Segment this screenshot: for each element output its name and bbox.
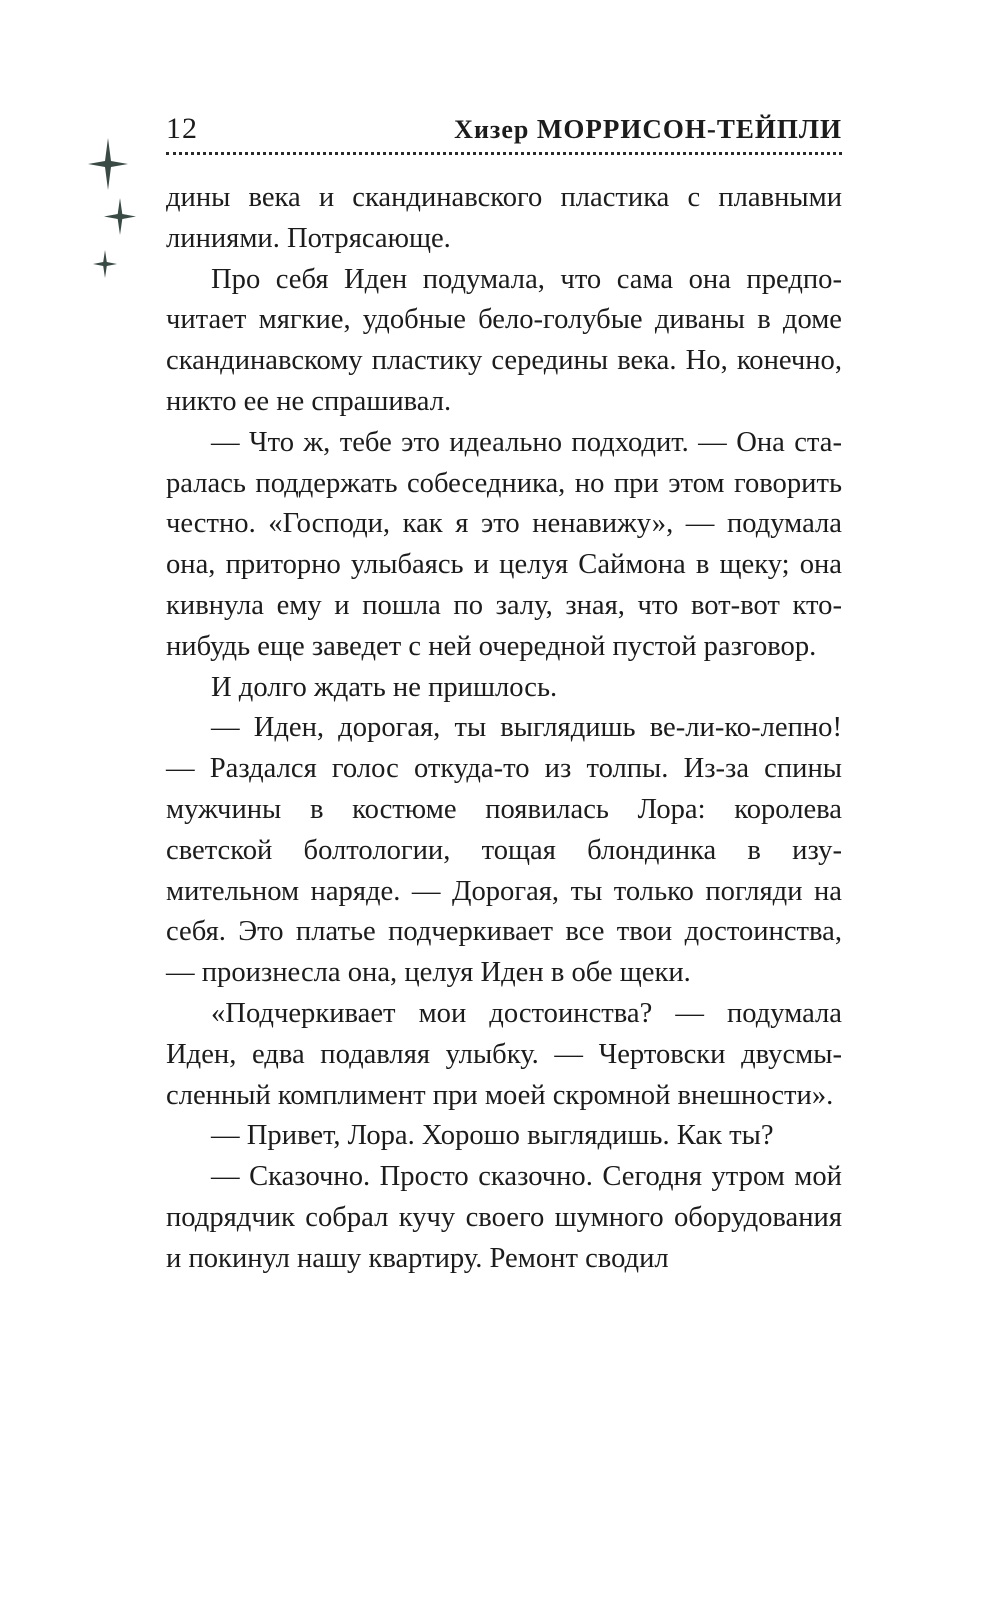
page-header: [166, 112, 842, 152]
paragraph: — Привет, Лора. Хорошо выглядишь. Как ты?: [211, 1120, 774, 1152]
paragraph: — Сказочно. Просто сказочно. Сегодня утром мой подрядчик собрал кучу своего шумного оборудования и покинул нашу квартиру. Ремонт сводил: [166, 1161, 842, 1274]
small-sparkle-icon: [93, 250, 117, 278]
paragraph: дины века и скандинавского пластика с плавными линиями. Потрясающе.: [166, 182, 842, 254]
paragraph: — Иден, дорогая, ты выглядишь ве-ли-ко-лепно! — Раздался голос откуда-то из толпы. Из-за спины мужчины в костюме появилась Лора: королева светской болтологии, тощая блондинка в изумительном наряде. — Дорогая, ты только погляди на себя. Это платье подчеркивает все твои достоинства, — произнесла она, целуя Иден в обе щеки.: [166, 712, 842, 989]
page-number: 12: [166, 112, 198, 145]
sparkle-stars-icon: [80, 130, 160, 290]
large-sparkle-icon: [88, 138, 128, 190]
paragraph: — Что ж, тебе это идеально подходит. — Она старалась поддержать собеседника, но при этом говорить честно. «Господи, как я это ненавижу», — подумала она, приторно улыбаясь и целуя Саймона в щеку; она кивнула ему и пошла по залу, зная, что вот-вот кто-нибудь еще заведет с ней очередной пустой разговор.: [166, 426, 842, 662]
author-first-name: Хизер: [454, 115, 530, 144]
paragraph: И долго ждать не пришлось.: [211, 671, 558, 703]
body-text: [166, 178, 842, 1280]
medium-sparkle-icon: [104, 198, 136, 235]
author-surname: МОРРИСОН-ТЕЙПЛИ: [536, 114, 842, 144]
paragraph: «Подчеркивает мои достоинства? — подумала Иден, едва подавляя улыбку. — Чертовски двусмысленный комплимент при моей скромной внешности».: [166, 997, 842, 1111]
header-dotted-rule: [166, 152, 842, 155]
paragraph: Про себя Иден подумала, что сама она предпочитает мягкие, удобные бело-голубые диваны в доме скандинавскому пластику середины века. Но, конечно, никто ее не спрашивал.: [166, 263, 842, 417]
running-head-author: [454, 114, 842, 145]
